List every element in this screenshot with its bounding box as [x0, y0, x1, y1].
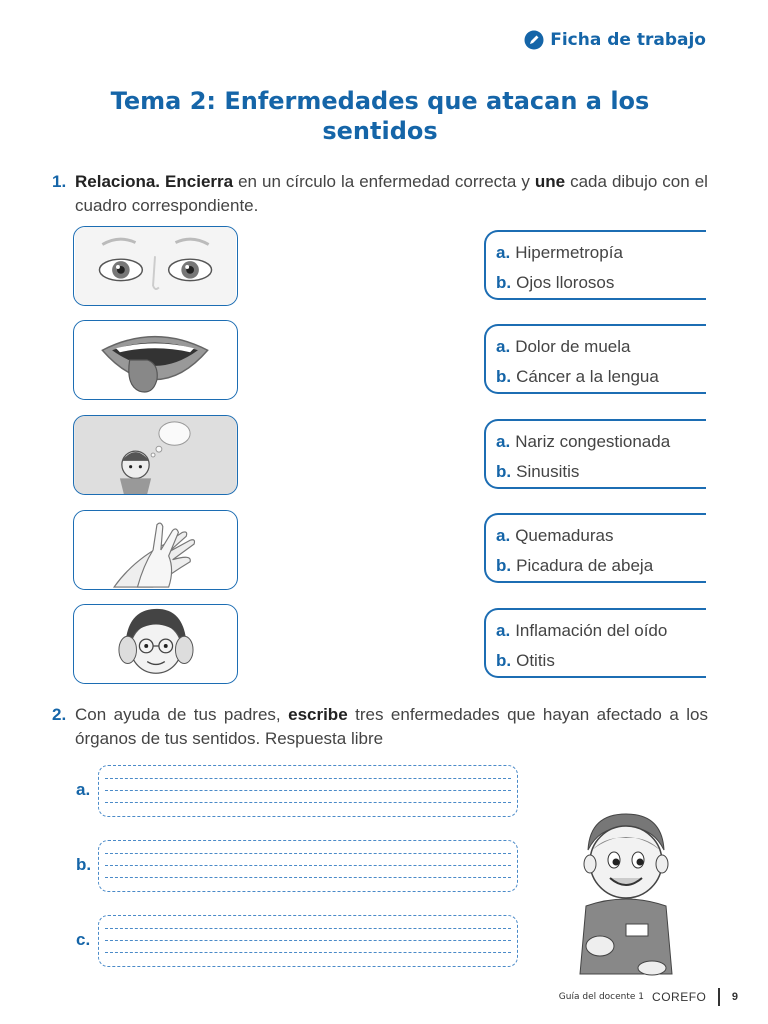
question-2	[52, 703, 708, 751]
q2-text-1: Con ayuda de tus padres,	[75, 705, 281, 724]
question-1-number: 1.	[52, 172, 67, 191]
answer-label-a: a.	[76, 780, 91, 799]
picture-boy-covering-ears[interactable]	[73, 604, 238, 684]
options-box-1	[484, 230, 706, 300]
answer-field-a[interactable]	[98, 765, 518, 817]
page-title: Tema 2: Enfermedades que atacan a los sentidos	[110, 87, 650, 145]
footer-guide: Guía del docente 1	[558, 992, 645, 1002]
picture-girl-smelling[interactable]	[73, 415, 238, 495]
picture-watery-eyes[interactable]	[73, 226, 238, 306]
option-a[interactable]: a. Nariz congestionada	[496, 432, 671, 451]
options-box-3	[484, 419, 706, 489]
q2-bold-escribe: escribe	[288, 705, 348, 724]
question-1	[52, 170, 708, 218]
q1-bold-relaciona: Relaciona.	[75, 172, 161, 191]
footer-brand: COREFO	[652, 990, 707, 1004]
option-a[interactable]: a. Quemaduras	[496, 526, 614, 545]
option-a[interactable]: a. Hipermetropía	[496, 243, 623, 262]
worksheet-label-text: Ficha de trabajo	[550, 30, 706, 50]
pencil-icon	[524, 30, 544, 50]
options-box-4	[484, 513, 706, 583]
q2-text-2: tres enfermedades que hayan afectado a los órganos de tus sentidos. Respuesta libre	[75, 705, 708, 748]
page-footer	[559, 988, 738, 1006]
option-b[interactable]: b. Sinusitis	[496, 462, 580, 481]
q1-text-1: en un círculo la enfermedad correcta y	[238, 172, 530, 191]
option-b[interactable]: b. Cáncer a la lengua	[496, 367, 659, 386]
answer-label-c: c.	[76, 930, 91, 949]
option-b[interactable]: b. Otitis	[496, 651, 555, 670]
question-2-number: 2.	[52, 705, 67, 724]
picture-hands[interactable]	[73, 510, 238, 590]
options-box-2	[484, 324, 706, 394]
page-number: 9	[731, 991, 738, 1003]
answer-label-b: b.	[76, 855, 92, 874]
worksheet-label	[524, 30, 706, 50]
boy-illustration	[560, 806, 690, 976]
option-a[interactable]: a. Dolor de muela	[496, 337, 631, 356]
q1-text-2: cada dibujo con el cuadro correspondiente.	[75, 172, 708, 215]
option-b[interactable]: b. Picadura de abeja	[496, 556, 654, 575]
footer-separator	[718, 988, 720, 1006]
option-a[interactable]: a. Inflamación del oído	[496, 621, 668, 640]
q1-bold-encierra: Encierra	[165, 172, 234, 191]
option-b[interactable]: b. Ojos llorosos	[496, 273, 615, 292]
picture-mouth-tongue[interactable]	[73, 320, 238, 400]
options-box-5	[484, 608, 706, 678]
q1-bold-une: une	[534, 172, 566, 191]
answer-field-c[interactable]	[98, 915, 518, 967]
answer-field-b[interactable]	[98, 840, 518, 892]
